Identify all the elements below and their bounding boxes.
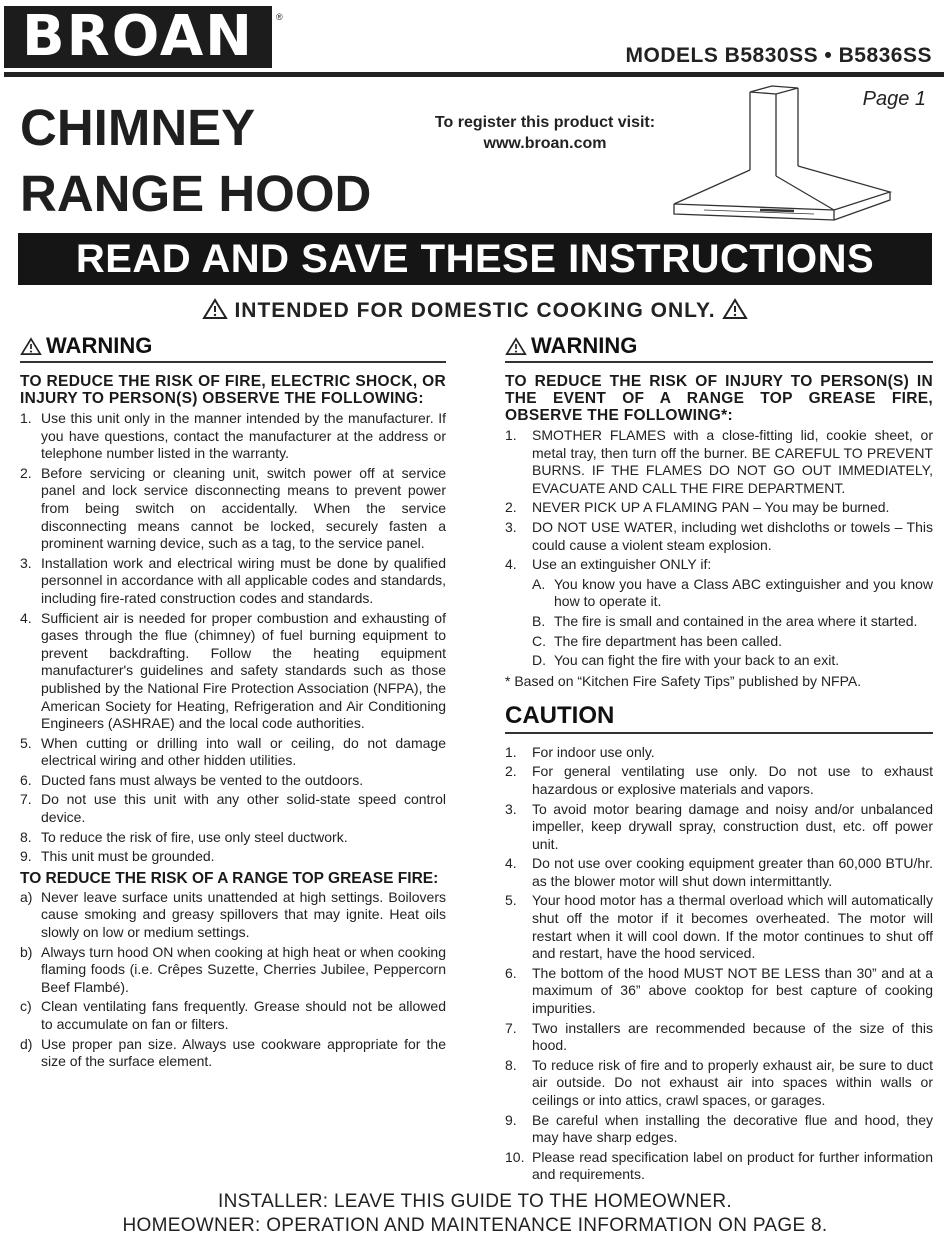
list-text: Your hood motor has a thermal overload which will automatically shut off the motor if it becomes overheated. The motor will restart when it will cool down. If the motor continues to shut off and restart, have the hood serviced. [532, 892, 933, 962]
warning-heading-text: WARNING [531, 333, 638, 358]
list-text: Sufficient air is needed for proper combustion and exhausting of gases through the flue (chimney) of fuel burning equipment to prevent backdrafting. Follow the heating equipment manufacturer's guidelines and safety standards such as those published by the National Fire Protection Association (NFPA), the American Society for Heating, Refrigeration and Air Conditioning Engineers (ASHRAE) and the local code authorities. [41, 609, 446, 732]
header-divider [4, 72, 944, 77]
range-hood-illustration [664, 82, 910, 224]
list-item [505, 744, 933, 762]
list-text: Never leave surface units unattended at high settings. Boilovers cause smoking and greasy spillovers that may ignite. Heat oils slowly on low or medium settings. [41, 888, 446, 941]
list-item [20, 1036, 446, 1071]
list-text: Before servicing or cleaning unit, switch power off at service panel and lock service disconnecting means to prevent power from being switch on accidentally. When the service disconnecting means cannot be locked, securely fasten a prominent warning device, such as a tag, to the service panel. [41, 464, 446, 552]
register-notice [400, 112, 690, 154]
list-item [505, 855, 933, 890]
warning-heading [20, 333, 446, 363]
list-number: 2. [505, 499, 517, 516]
list-item [505, 427, 933, 497]
list-number: 10. [505, 1148, 525, 1165]
warning-list [20, 410, 446, 866]
list-item [532, 633, 933, 651]
list-number: 8. [20, 828, 32, 845]
brand-logo [4, 6, 272, 68]
list-text: For indoor use only. [532, 743, 655, 760]
list-text: Always turn hood ON when cooking at high heat or when cooking flaming foods (i.e. Crêpes Suzette, Cherries Jubilee, Peppercorn Beef Flambé). [41, 943, 446, 995]
warning-triangle-icon [20, 337, 42, 356]
list-item [505, 1149, 933, 1184]
list-text: To reduce the risk of fire, use only steel ductwork. [41, 828, 348, 845]
warning-triangle-icon [722, 298, 748, 320]
list-text: When cutting or drilling into wall or ceiling, do not damage electrical wiring and other hidden utilities. [41, 734, 446, 769]
title-line-2: RANGE HOOD [20, 165, 372, 222]
list-number: A. [532, 575, 546, 592]
list-text: NEVER PICK UP A FLAMING PAN – You may be burned. [532, 499, 890, 516]
list-number: 7. [505, 1019, 517, 1036]
caution-heading-text: CAUTION [505, 701, 615, 729]
list-number: 1. [505, 427, 517, 443]
list-item [20, 998, 446, 1033]
list-item [505, 892, 933, 962]
list-text: The fire department has been called. [554, 632, 783, 649]
list-number: 5. [505, 892, 517, 909]
list-text: Please read specification label on product for further information and requirements. [532, 1148, 933, 1183]
list-item [20, 791, 446, 826]
register-text: To register this product visit: [434, 114, 656, 131]
list-number: b) [20, 943, 33, 960]
list-number: C. [532, 632, 546, 649]
homeowner-notice: HOMEOWNER: OPERATION AND MAINTENANCE INFORMATION ON PAGE 8. [122, 1215, 828, 1236]
model-numbers: MODELS B5830SS • B5836SS [625, 44, 932, 67]
list-item [505, 519, 933, 554]
list-item [20, 610, 446, 733]
document-title [20, 95, 371, 227]
list-text: Clean ventilating fans frequently. Grease should not be allowed to accumulate on fan or filters. [41, 998, 446, 1032]
list-number: 3. [505, 800, 517, 817]
list-text: SMOTHER FLAMES with a close-fitting lid, cookie sheet, or metal tray, then turn off the burner. BE CAREFUL TO PREVENT BURNS. IF THE FLAMES DO NOT GO OUT IMMEDIATELY, EVACUATE AND CALL THE FIRE DEPARTMENT. [532, 427, 933, 496]
warning-heading-text: WARNING [46, 333, 153, 358]
list-text: Two installers are recommended because of the size of this hood. [532, 1019, 933, 1054]
list-item [532, 613, 933, 631]
list-text: Be careful when installing the decorative flue and hood, they may have sharp edges. [532, 1111, 933, 1146]
warning-lead: TO REDUCE THE RISK OF INJURY TO PERSON(S) IN THE EVENT OF A RANGE TOP GREASE FIRE, OBSERVE THE FOLLOWING*: [505, 373, 933, 424]
list-text: Use this unit only in the manner intended by the manufacturer. If you have questions, contact the manufacturer at the address or telephone number listed in the warranty. [41, 410, 446, 462]
warning-lead: TO REDUCE THE RISK OF FIRE, ELECTRIC SHOCK, OR INJURY TO PERSON(S) OBSERVE THE FOLLOWING: [20, 373, 446, 407]
list-number: 4. [505, 556, 517, 573]
list-item [505, 499, 933, 517]
list-item [20, 944, 446, 997]
list-number: 7. [20, 791, 32, 808]
list-item [505, 1020, 933, 1055]
list-item [505, 1112, 933, 1147]
list-number: 1. [505, 743, 517, 760]
right-column [505, 333, 933, 1186]
register-url[interactable]: www.broan.com [483, 135, 607, 152]
list-item [20, 848, 446, 866]
warning-heading [505, 333, 933, 363]
list-item [505, 763, 933, 798]
list-number: 8. [505, 1056, 517, 1073]
list-number: 6. [505, 964, 517, 981]
list-text: You know you have a Class ABC extinguisher and you know how to operate it. [554, 575, 933, 610]
installer-notice: INSTALLER: LEAVE THIS GUIDE TO THE HOMEOWNER. [218, 1191, 732, 1212]
list-number: c) [20, 998, 32, 1015]
caution-heading [505, 702, 933, 734]
list-text: The fire is small and contained in the area where it started. [554, 612, 918, 629]
list-text: This unit must be grounded. [41, 848, 215, 865]
list-item [505, 556, 933, 670]
list-number: a) [20, 888, 33, 905]
list-item [20, 735, 446, 770]
list-text: Do not use this unit with any other solid-state speed control device. [41, 791, 446, 826]
list-item [20, 829, 446, 847]
registered-mark: ® [276, 12, 283, 22]
list-number: 6. [20, 771, 32, 788]
list-text: Use proper pan size. Always use cookware appropriate for the size of the surface element. [41, 1035, 446, 1070]
list-number: 3. [505, 518, 517, 535]
grease-fire-list [20, 889, 446, 1071]
list-number: 2. [20, 464, 32, 481]
warning-triangle-icon [202, 298, 228, 320]
list-text: Installation work and electrical wiring must be done by qualified personnel in accordance with all applicable codes and standards, including fire-rated construction codes and standards. [41, 554, 446, 606]
list-text: The bottom of the hood MUST NOT BE LESS than 30” and at a maximum of 36” above cooktop for best capture of cooking impurities. [532, 964, 933, 1017]
brand-logo-text: BROAN [21, 4, 255, 69]
list-text: DO NOT USE WATER, including wet dishcloths or towels – This could cause a violent steam explosion. [532, 518, 933, 553]
banner-text: READ AND SAVE THESE INSTRUCTIONS [75, 236, 875, 281]
list-item [532, 576, 933, 611]
list-text: You can fight the fire with your back to an exit. [554, 652, 840, 669]
list-number: 9. [505, 1111, 517, 1128]
list-text: Do not use over cooking equipment greater than 60,000 BTU/hr. as the blower motor will shut down intermittantly. [532, 855, 933, 889]
list-text: To avoid motor bearing damage and noisy and/or unbalanced impeller, keep drywall spray, construction dust, etc. off power unit. [532, 800, 933, 852]
domestic-use-text: INTENDED FOR DOMESTIC COOKING ONLY. [234, 299, 716, 322]
left-column [20, 333, 446, 1073]
list-number: 4. [505, 855, 517, 872]
title-line-1: CHIMNEY [20, 99, 256, 156]
list-text: Ducted fans must always be vented to the outdoors. [41, 771, 364, 788]
footer-notice [0, 1190, 950, 1238]
list-number: B. [532, 612, 546, 629]
list-item [505, 801, 933, 854]
read-and-save-banner [18, 233, 932, 285]
list-item [20, 772, 446, 790]
list-text: To reduce risk of fire and to properly exhaust air, be sure to duct air outside. Do not exhaust air into spaces within walls or ceilings or into attics, crawl spaces, or garages. [532, 1056, 933, 1108]
list-item [505, 965, 933, 1018]
list-item [20, 889, 446, 942]
list-item [20, 465, 446, 553]
nfpa-footnote: * Based on “Kitchen Fire Safety Tips” published by NFPA. [505, 672, 862, 689]
caution-list [505, 744, 933, 1184]
list-number: d) [20, 1035, 33, 1052]
list-text: For general ventilating use only. Do not use to exhaust hazardous or explosive materials and vapors. [532, 763, 933, 797]
list-number: D. [532, 652, 546, 669]
list-text: Use an extinguisher ONLY if: [532, 556, 712, 573]
list-item [20, 555, 446, 608]
list-item [505, 1057, 933, 1110]
list-item [532, 652, 933, 670]
list-number: 9. [20, 848, 32, 865]
list-number: 5. [20, 734, 32, 751]
list-number: 1. [20, 410, 32, 426]
domestic-use-notice [0, 298, 950, 323]
grease-fire-steps [505, 427, 933, 670]
extinguisher-conditions [532, 576, 933, 670]
list-number: 2. [505, 763, 517, 780]
grease-fire-heading: TO REDUCE THE RISK OF A RANGE TOP GREASE FIRE: [20, 869, 439, 887]
page-number: Page 1 [862, 88, 926, 110]
list-item [20, 410, 446, 463]
list-number: 4. [20, 609, 32, 626]
list-number: 3. [20, 554, 32, 571]
warning-triangle-icon [505, 337, 527, 356]
